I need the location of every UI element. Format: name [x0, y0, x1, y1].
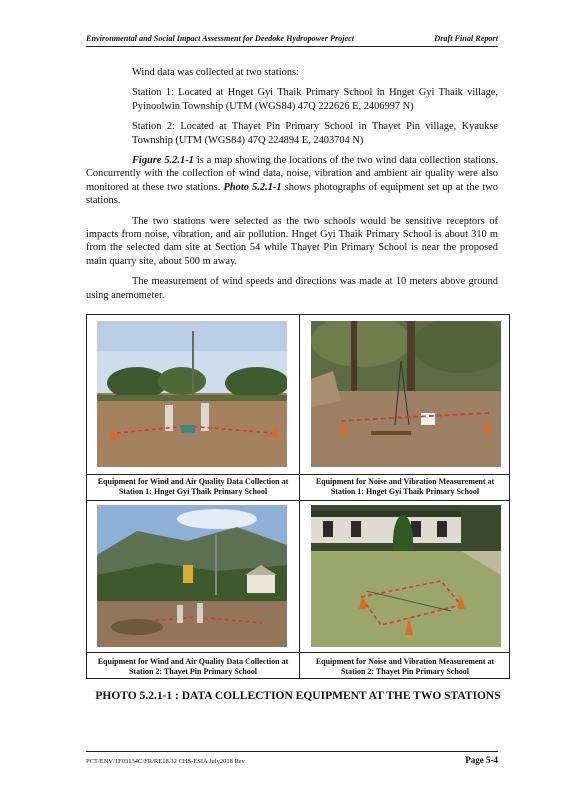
figure-reference-paragraph	[86, 154, 498, 208]
grid-divider	[87, 474, 509, 475]
photo-station1-noise-vibration	[311, 321, 501, 467]
header-report-status: Draft Final Report	[434, 34, 498, 43]
station-1-paragraph: Station 1: Located at Hnget Gyi Thaik Primary School in Hnget Gyi Thaik village, Pyinoolwin Township (UTM (WGS84) 47Q 222626 E, 2406997 N)	[132, 87, 498, 112]
photo-station1-wind-air	[97, 321, 287, 467]
page-number: Page 5-4	[465, 755, 498, 765]
measurement-paragraph: The measurement of wind speeds and directions was made at 10 meters above ground using anemometer.	[86, 276, 498, 301]
page-header	[86, 32, 498, 47]
paragraph-text: is a map showing the locations of the two wind data collection stations. Concurrently with the collection of wind data, noise, vibration and ambient air quality were also monitored at these two stations.	[86, 155, 499, 193]
intro-paragraph: Wind data was collected at two stations:	[132, 67, 299, 78]
page-footer	[86, 751, 498, 768]
photo-caption: Equipment for Wind and Air Quality Data Collection at Station 2: Thayet Pin Primary School	[97, 657, 289, 676]
paragraph-text: shows photographs of equipment set up at the two stations.	[86, 181, 498, 207]
document-reference: PCT/ENV/1F03134C/FR/RE18.32 CHS-ESIA July2018 Rev	[86, 758, 245, 765]
station-selection-paragraph: The two stations were selected as the two schools would be sensitive receptors of impacts from noise, vibration, and air pollution. Hnget Gyi Thaik Primary School is about 310 m from the selected dam site at Section 54 while Thayet Pin Primary School is near the proposed main quarry site, about 500 m away.	[86, 215, 498, 267]
grid-divider	[87, 500, 509, 501]
header-title: Environmental and Social Impact Assessment for Deedoke Hydropower Project	[86, 34, 355, 43]
photo-grid	[86, 314, 510, 679]
photo-station2-wind-air	[97, 505, 287, 647]
grid-divider-vertical	[299, 315, 300, 678]
photo-reference: Photo 5.2.1-1	[223, 181, 282, 193]
station-2-paragraph: Station 2: Located at Thayet Pin Primary School in Thayet Pin village, Kyaukse Township (UTM (WGS84) 47Q 224894 E, 2403704 N)	[132, 121, 498, 146]
body-text	[86, 66, 498, 309]
photo-station2-noise-vibration	[311, 505, 501, 647]
photo-caption: Equipment for Noise and Vibration Measurement at Station 2: Thayet Pin Primary School	[315, 657, 495, 676]
photo-caption: Equipment for Wind and Air Quality Data Collection at Station 1: Hnget Gyi Thaik Primary School	[97, 477, 289, 496]
grid-divider	[87, 652, 509, 653]
figure-reference: Figure 5.2.1-1	[132, 155, 194, 167]
photo-title: PHOTO 5.2.1-1 : DATA COLLECTION EQUIPMENT AT THE TWO STATIONS	[95, 690, 501, 702]
photo-caption: Equipment for Noise and Vibration Measurement at Station 1: Hnget Gyi Thaik Primary School	[315, 477, 495, 496]
